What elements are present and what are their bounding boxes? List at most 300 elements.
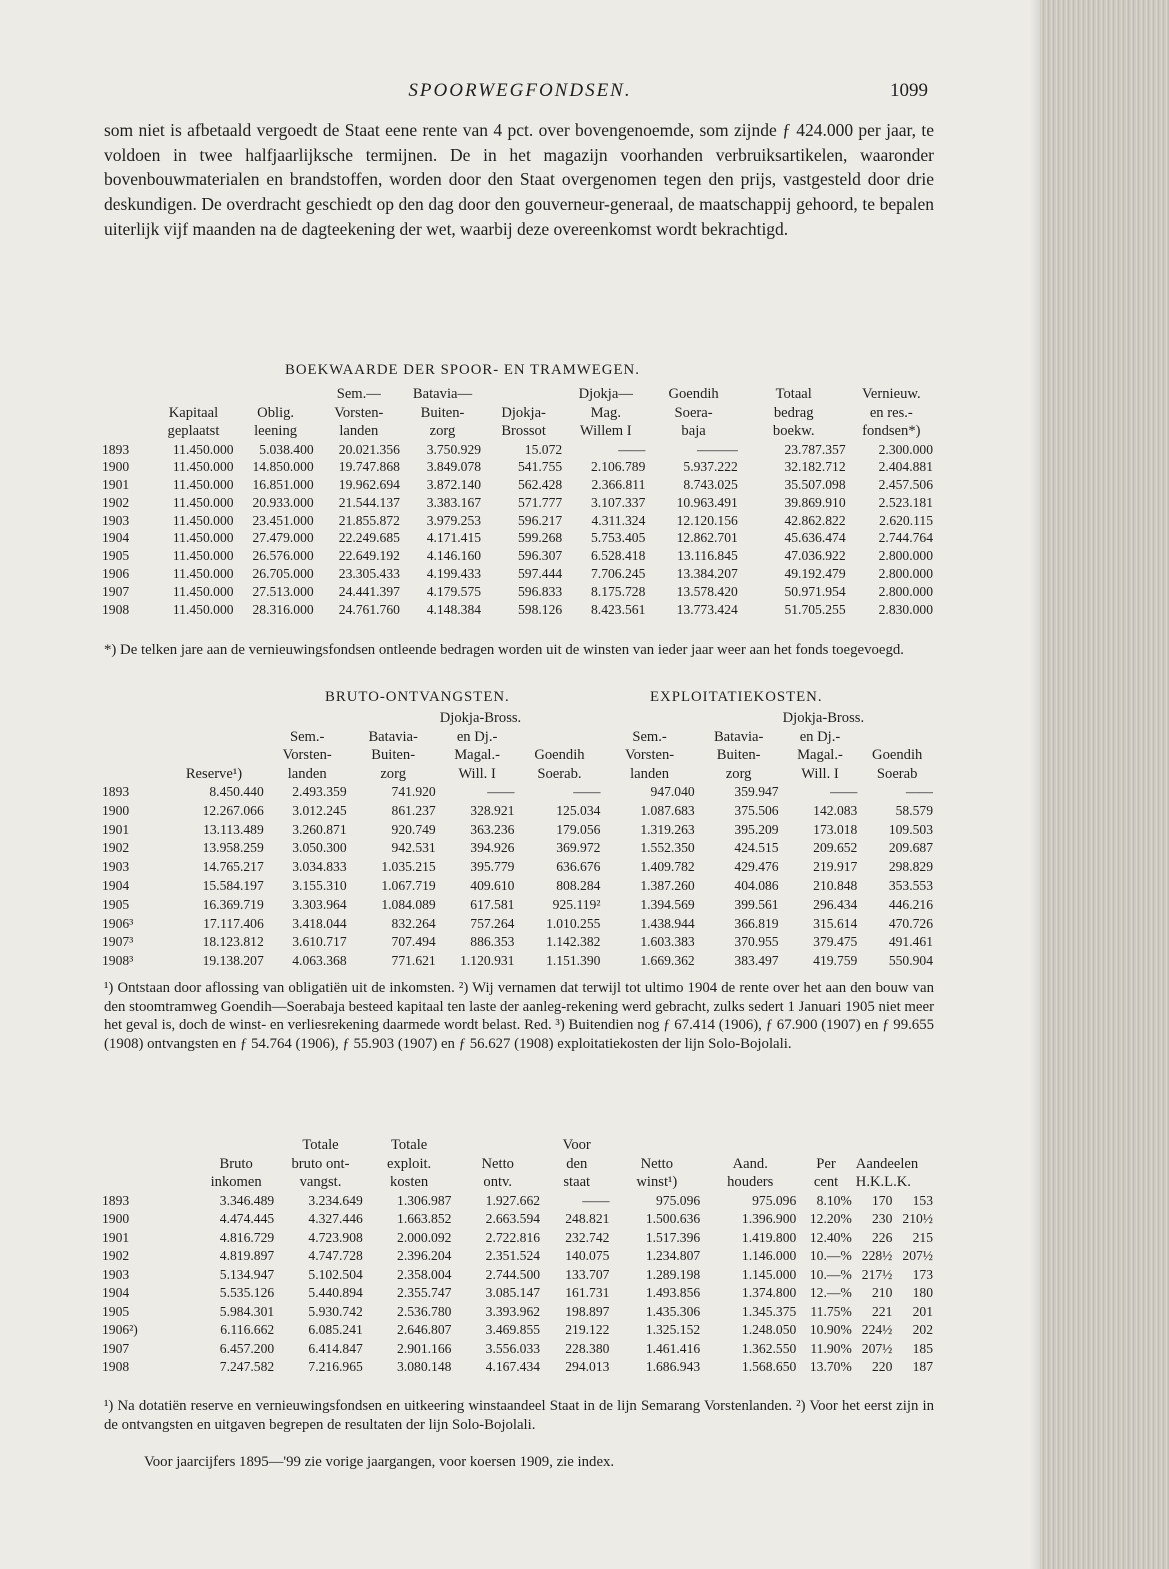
value-cell: 248.821 <box>565 1211 610 1226</box>
value-cell: 491.461 <box>888 934 933 950</box>
year-cell: 1904 <box>102 530 130 546</box>
value-cell: 2.800.000 <box>878 566 933 582</box>
table-row <box>100 1247 935 1266</box>
table-row <box>100 565 935 583</box>
header-cell: Bruto <box>219 1155 253 1172</box>
value-cell: 22.249.685 <box>338 530 400 546</box>
value-cell: 3.107.337 <box>591 494 646 510</box>
running-title: SPOORWEGFONDSEN. <box>408 80 632 101</box>
year-cell: 1893 <box>102 784 130 799</box>
value-cell: 2.000.092 <box>397 1229 452 1245</box>
header-cell <box>602 709 696 728</box>
value-cell: —— <box>582 1192 610 1208</box>
value-cell: 8.175.728 <box>591 583 646 599</box>
value-cell: 10.963.491 <box>676 494 738 510</box>
value-cell: 636.676 <box>556 859 601 875</box>
value-cell: 975.096 <box>752 1192 797 1208</box>
value-cell: 5.753.405 <box>591 530 646 546</box>
header-row <box>100 709 935 728</box>
value-cell: 5.134.947 <box>219 1266 275 1282</box>
value-cell: 10.90% <box>809 1322 852 1337</box>
header-cell <box>236 385 316 404</box>
year-cell: 1901 <box>102 477 130 493</box>
year-cell: 1905 <box>102 896 130 912</box>
value-cell: 209.652 <box>813 840 858 856</box>
value-cell: 886.353 <box>470 934 515 950</box>
header-cell <box>196 1136 276 1155</box>
value-cell: 2.457.506 <box>878 477 933 493</box>
value-cell: 13.113.489 <box>203 821 264 837</box>
table-row <box>100 441 935 459</box>
book-page-edges <box>1040 0 1169 1569</box>
value-cell: 359.947 <box>734 784 779 799</box>
value-cell: 1.345.375 <box>741 1303 797 1319</box>
value-cell: 3.383.167 <box>426 494 482 510</box>
value-cell: 596.217 <box>518 512 563 528</box>
value-cell: 11.450.000 <box>172 530 234 546</box>
header-cell: Aand. <box>732 1155 768 1172</box>
header-cell: kosten <box>390 1174 429 1190</box>
value-cell: 7.216.965 <box>308 1359 363 1374</box>
header-cell: en Dj.- <box>799 728 841 745</box>
value-cell: 5.937.222 <box>683 459 738 475</box>
header-cell: Brossot <box>501 423 546 439</box>
header-cell: Goendih <box>534 747 585 763</box>
value-cell: 599.268 <box>518 530 563 546</box>
page-number: 1099 <box>890 80 928 101</box>
header-cell: bruto ont- <box>291 1155 350 1172</box>
value-cell: 1.234.807 <box>645 1248 701 1263</box>
value-cell: 45.636.474 <box>784 530 846 546</box>
value-cell: 8.743.025 <box>683 477 738 493</box>
value-cell: 12.267.066 <box>202 802 264 818</box>
value-cell: 4.723.908 <box>308 1229 363 1245</box>
year-cell: 1907 <box>102 583 130 599</box>
year-cell: 1902 <box>102 1248 130 1263</box>
header-cell: Mag. <box>590 404 621 421</box>
value-cell: 11.450.000 <box>172 566 234 582</box>
value-cell: 47.036.922 <box>784 548 846 564</box>
table-row <box>100 802 935 821</box>
value-cell: 470.726 <box>888 915 933 931</box>
value-cell: 1.146.000 <box>741 1248 797 1263</box>
year-cell: 1893 <box>102 441 130 457</box>
value-cell: 925.119² <box>552 896 601 912</box>
header-cell <box>697 709 781 728</box>
value-cell: 1.603.383 <box>640 934 695 950</box>
header-cell: Vernieuw. <box>862 386 921 402</box>
value-cell: 1.438.944 <box>640 915 695 931</box>
table1-footnote: *) De telken jare aan de vernieuwingsfondsen ontleende bedragen worden uit de winsten van ieder jaar weer aan het fonds toegevoegd. <box>104 642 904 658</box>
header-cell: Totale <box>390 1137 428 1153</box>
header-cell: Magal.- <box>797 747 843 763</box>
table3-footnote: ¹) Na dotatiën reserve en vernieuwingsfondsen en uitkeering winstaandeel Staat in de lijn Semarang Vorstenlanden. ²) Voor het eerst zijn in de ontvangsten en uitgaven begrepen de resultaten der lijn Solo-Bojolali. <box>104 1398 934 1433</box>
value-cell: 808.284 <box>556 877 601 893</box>
value-cell: 315.614 <box>813 915 858 931</box>
value-cell: 173.018 <box>813 821 858 837</box>
header-cell: Will. I <box>458 765 496 782</box>
value-cell: 2.396.204 <box>397 1248 452 1263</box>
value-cell: 375.506 <box>734 802 779 818</box>
value-cell: 161.731 <box>565 1285 610 1300</box>
value-cell: 5.440.894 <box>308 1285 363 1300</box>
header-cell: Oblig. <box>257 404 295 421</box>
value-cell: 4.819.897 <box>219 1248 275 1263</box>
value-cell: 224½ <box>861 1322 893 1337</box>
value-cell: 207½ <box>861 1340 893 1356</box>
value-cell: 219.917 <box>813 859 858 875</box>
value-cell: 19.138.207 <box>202 953 264 969</box>
value-cell: 27.513.000 <box>252 583 314 599</box>
value-cell: 596.833 <box>518 583 563 599</box>
table-row <box>100 858 935 877</box>
header-cell <box>100 746 162 765</box>
header-cell: zorg <box>429 423 456 439</box>
value-cell: 19.747.868 <box>338 459 400 475</box>
value-cell: 210 <box>871 1285 893 1300</box>
value-cell: ——— <box>697 441 738 457</box>
value-cell: 4.063.368 <box>292 953 347 969</box>
value-cell: 2.620.115 <box>879 512 933 528</box>
value-cell: 13.116.845 <box>677 548 738 564</box>
value-cell: 832.264 <box>391 915 436 931</box>
value-cell: 3.610.717 <box>292 934 347 950</box>
header-row <box>100 1136 935 1155</box>
year-cell: 1906³ <box>102 915 134 931</box>
value-cell: 353.553 <box>888 877 933 893</box>
value-cell: 3.849.078 <box>426 459 482 475</box>
value-cell: 3.979.253 <box>426 512 482 528</box>
header-row <box>100 1173 935 1192</box>
value-cell: 13.773.424 <box>676 601 738 617</box>
value-cell: 50.971.954 <box>784 583 846 599</box>
header-cell <box>100 709 162 728</box>
value-cell: —— <box>487 784 515 799</box>
value-cell: 2.800.000 <box>878 583 933 599</box>
value-cell: 2.366.811 <box>591 477 646 493</box>
header-cell <box>859 709 935 728</box>
value-cell: —— <box>573 784 601 799</box>
value-cell: 4.167.434 <box>485 1359 541 1374</box>
value-cell: 24.761.760 <box>338 601 400 617</box>
header-cell: zorg <box>725 765 752 782</box>
table-row <box>100 1266 935 1285</box>
value-cell: 11.450.000 <box>172 583 234 599</box>
value-cell: 209.687 <box>888 840 933 856</box>
value-cell: 207½ <box>902 1248 933 1263</box>
header-cell <box>894 1136 935 1155</box>
table-row <box>100 896 935 915</box>
value-cell: 19.962.694 <box>338 477 400 493</box>
value-cell: 294.013 <box>565 1359 610 1374</box>
value-cell: 562.428 <box>518 477 563 493</box>
value-cell: 58.579 <box>895 802 933 818</box>
value-cell: 1.035.215 <box>381 859 436 875</box>
header-cell: Per <box>816 1155 836 1172</box>
value-cell: 2.493.359 <box>292 784 347 799</box>
value-cell: 11.450.000 <box>172 512 234 528</box>
value-cell: 12.862.701 <box>676 530 738 546</box>
value-cell: 4.327.446 <box>308 1211 363 1226</box>
value-cell: 370.955 <box>734 934 779 950</box>
value-cell: 2.744.500 <box>485 1266 541 1282</box>
header-cell: ontv. <box>483 1174 513 1190</box>
value-cell: 14.850.000 <box>252 459 314 475</box>
value-cell: 598.126 <box>518 601 563 617</box>
value-cell: 2.351.524 <box>485 1248 541 1263</box>
value-cell: 8.10% <box>816 1192 852 1208</box>
value-cell: 20.021.356 <box>338 441 400 457</box>
header-cell: Voor <box>562 1137 591 1153</box>
value-cell: 4.171.415 <box>426 530 482 546</box>
value-cell: 366.819 <box>734 915 779 931</box>
year-cell: 1900 <box>102 459 130 475</box>
value-cell: 975.096 <box>656 1192 701 1208</box>
value-cell: 13.958.259 <box>202 840 264 856</box>
header-cell: Vorsten- <box>624 747 675 763</box>
value-cell: 2.901.166 <box>397 1340 452 1356</box>
value-cell: 771.621 <box>391 953 436 969</box>
header-cell: landen <box>630 765 670 782</box>
value-cell: 3.234.649 <box>308 1192 363 1208</box>
value-cell: 1.325.152 <box>645 1322 701 1337</box>
table-row <box>100 915 935 934</box>
value-cell: 3.469.855 <box>485 1322 541 1337</box>
value-cell: 7.247.582 <box>219 1359 275 1374</box>
header-cell: Totaal <box>775 386 812 402</box>
value-cell: 173 <box>912 1266 933 1282</box>
year-cell: 1901 <box>102 821 130 837</box>
value-cell: 39.869.910 <box>784 494 846 510</box>
value-cell: 11.450.000 <box>172 459 234 475</box>
value-cell: 11.450.000 <box>172 494 234 510</box>
value-cell: 596.307 <box>518 548 563 564</box>
value-cell: 1.306.987 <box>397 1192 452 1208</box>
header-cell: zorg <box>380 765 406 782</box>
value-cell: 2.800.000 <box>878 548 933 564</box>
value-cell: 32.182.712 <box>784 459 846 475</box>
value-cell: 13.384.207 <box>676 566 738 582</box>
value-cell: 6.116.662 <box>220 1322 275 1337</box>
value-cell: 49.192.479 <box>784 566 846 582</box>
value-cell: 1.084.089 <box>381 896 436 912</box>
value-cell: 27.479.000 <box>252 530 314 546</box>
header-row <box>100 728 935 747</box>
value-cell: 18.123.812 <box>202 934 264 950</box>
value-cell: 3.155.310 <box>292 877 347 893</box>
value-cell: 12.20% <box>809 1211 852 1226</box>
year-cell: 1905 <box>102 548 130 564</box>
value-cell: 1.461.416 <box>645 1340 701 1356</box>
value-cell: 6.528.418 <box>591 548 646 564</box>
value-cell: 20.933.000 <box>252 494 314 510</box>
value-cell: 1.248.050 <box>741 1322 797 1337</box>
header-row <box>100 765 935 784</box>
header-cell <box>453 1136 542 1155</box>
header-cell: landen <box>339 423 379 439</box>
header-cell: Soera- <box>674 404 713 421</box>
value-cell: 1.067.719 <box>381 877 436 893</box>
value-cell: 15.072 <box>524 441 563 457</box>
value-cell: 446.216 <box>888 896 933 912</box>
year-cell: 1906²) <box>102 1322 138 1337</box>
value-cell: 1.362.550 <box>741 1340 797 1356</box>
table-row <box>100 583 935 601</box>
value-cell: 11.450.000 <box>172 601 234 617</box>
header-cell: baja <box>681 423 706 439</box>
value-cell: 3.393.962 <box>485 1303 541 1319</box>
value-cell: 861.237 <box>391 802 436 818</box>
header-cell: Djokja-Bross. <box>782 710 865 726</box>
table-row <box>100 1358 935 1377</box>
value-cell: 1.396.900 <box>741 1211 797 1226</box>
value-cell: 1.145.000 <box>741 1266 797 1282</box>
header-cell: Magal.- <box>454 747 500 763</box>
value-cell: 394.926 <box>470 840 515 856</box>
table-row <box>100 601 935 619</box>
value-cell: 133.707 <box>565 1266 610 1282</box>
value-cell: 153 <box>912 1192 933 1208</box>
value-cell: 2.744.764 <box>878 530 933 546</box>
header-cell: Batavia— <box>412 386 473 402</box>
value-cell: 2.355.747 <box>397 1285 452 1300</box>
header-cell: Kapitaal <box>168 404 219 421</box>
header-row <box>100 422 935 441</box>
header-cell <box>483 385 564 404</box>
value-cell: 125.034 <box>556 802 601 818</box>
value-cell: 296.434 <box>813 896 858 912</box>
header-cell <box>162 709 266 728</box>
value-cell: 6.085.241 <box>308 1322 363 1337</box>
value-cell: 16.369.719 <box>202 896 264 912</box>
header-cell: Goendih <box>668 386 719 402</box>
year-cell: 1908 <box>102 1359 130 1374</box>
value-cell: 4.148.384 <box>426 601 482 617</box>
value-cell: 4.146.160 <box>426 548 482 564</box>
value-cell: 22.649.192 <box>338 548 400 564</box>
header-row <box>100 746 935 765</box>
value-cell: 2.722.816 <box>485 1229 541 1245</box>
value-cell: —— <box>618 441 646 457</box>
value-cell: 8.450.440 <box>209 784 264 799</box>
value-cell: 3.872.140 <box>426 477 482 493</box>
header-cell <box>611 1136 702 1155</box>
header-cell: Will. I <box>801 765 839 782</box>
value-cell: 328.921 <box>470 802 515 818</box>
header-cell: winst¹) <box>636 1174 678 1190</box>
value-cell: 3.034.833 <box>292 859 347 875</box>
value-cell: 23.451.000 <box>252 512 314 528</box>
value-cell: 419.759 <box>813 953 858 969</box>
value-cell: 1.151.390 <box>546 953 601 969</box>
value-cell: 10.—% <box>809 1266 852 1282</box>
value-cell: 10.—% <box>809 1248 852 1263</box>
year-cell: 1893 <box>102 1192 130 1208</box>
table-row <box>100 933 935 952</box>
value-cell: 24.441.397 <box>338 583 400 599</box>
value-cell: 741.920 <box>391 784 436 799</box>
value-cell: 5.984.301 <box>219 1303 275 1319</box>
value-cell: 571.777 <box>518 494 563 510</box>
header-cell: Sem.- <box>632 728 667 745</box>
table-row <box>100 1321 935 1340</box>
header-cell: staat <box>563 1174 591 1190</box>
value-cell: 298.829 <box>888 859 933 875</box>
table-row <box>100 839 935 858</box>
table-row <box>100 512 935 530</box>
header-cell: fondsen*) <box>862 423 921 439</box>
value-cell: 2.358.004 <box>397 1266 452 1282</box>
value-cell: 541.755 <box>518 459 563 475</box>
year-cell: 1903 <box>102 859 130 875</box>
header-cell <box>798 1136 854 1155</box>
closing-line: Voor jaarcijfers 1895—'99 zie vorige jaargangen, voor koersen 1909, zie index. <box>144 1454 615 1470</box>
value-cell: 2.663.594 <box>485 1211 541 1226</box>
header-cell <box>516 728 602 747</box>
value-cell: 1.517.396 <box>645 1229 701 1245</box>
value-cell: 617.581 <box>470 896 515 912</box>
table-boekwaarde <box>100 385 935 618</box>
value-cell: 15.584.197 <box>202 877 264 893</box>
header-cell: cent <box>813 1174 839 1190</box>
value-cell: 4.474.445 <box>219 1211 275 1226</box>
header-cell <box>100 1155 196 1174</box>
value-cell: —— <box>905 784 933 799</box>
year-cell: 1902 <box>102 494 130 510</box>
header-cell: geplaatst <box>167 423 220 439</box>
value-cell: 5.102.504 <box>308 1266 363 1282</box>
header-cell: Soerab. <box>537 765 582 782</box>
value-cell: 42.862.822 <box>784 512 846 528</box>
header-cell: en Dj.- <box>456 728 498 745</box>
value-cell: 11.450.000 <box>172 441 234 457</box>
header-cell: Goendih <box>872 747 923 763</box>
value-cell: 1.319.263 <box>640 821 695 837</box>
header-cell: en res.- <box>869 404 913 421</box>
value-cell: 12.40% <box>809 1229 852 1245</box>
value-cell: 142.083 <box>813 802 858 818</box>
table-row <box>100 458 935 476</box>
year-cell: 1902 <box>102 840 130 856</box>
value-cell: 219.122 <box>565 1322 610 1337</box>
value-cell: 395.779 <box>470 859 515 875</box>
header-cell: Buiten- <box>420 404 465 421</box>
header-cell: Aandeelen <box>855 1155 919 1172</box>
value-cell: 3.012.245 <box>292 802 347 818</box>
header-cell <box>100 422 151 441</box>
header-cell: leening <box>254 423 298 439</box>
value-cell: 363.236 <box>470 821 515 837</box>
value-cell: 1.010.255 <box>546 915 601 931</box>
header-cell <box>516 709 602 728</box>
header-cell <box>100 1173 196 1192</box>
table-row <box>100 494 935 512</box>
value-cell: 3.556.033 <box>485 1340 541 1356</box>
header-cell: Batavia- <box>368 728 418 745</box>
value-cell: 226 <box>871 1229 893 1245</box>
value-cell: —— <box>830 784 858 799</box>
value-cell: 6.414.847 <box>308 1340 363 1356</box>
header-cell: Vorsten- <box>282 747 332 763</box>
value-cell: 1.419.800 <box>741 1229 797 1245</box>
value-cell: 14.765.217 <box>202 859 264 875</box>
year-cell: 1900 <box>102 1211 130 1226</box>
value-cell: 2.830.000 <box>878 601 933 617</box>
header-cell <box>266 709 349 728</box>
value-cell: 383.497 <box>734 953 779 969</box>
header-cell: den <box>566 1155 588 1172</box>
table-row <box>100 1284 935 1303</box>
